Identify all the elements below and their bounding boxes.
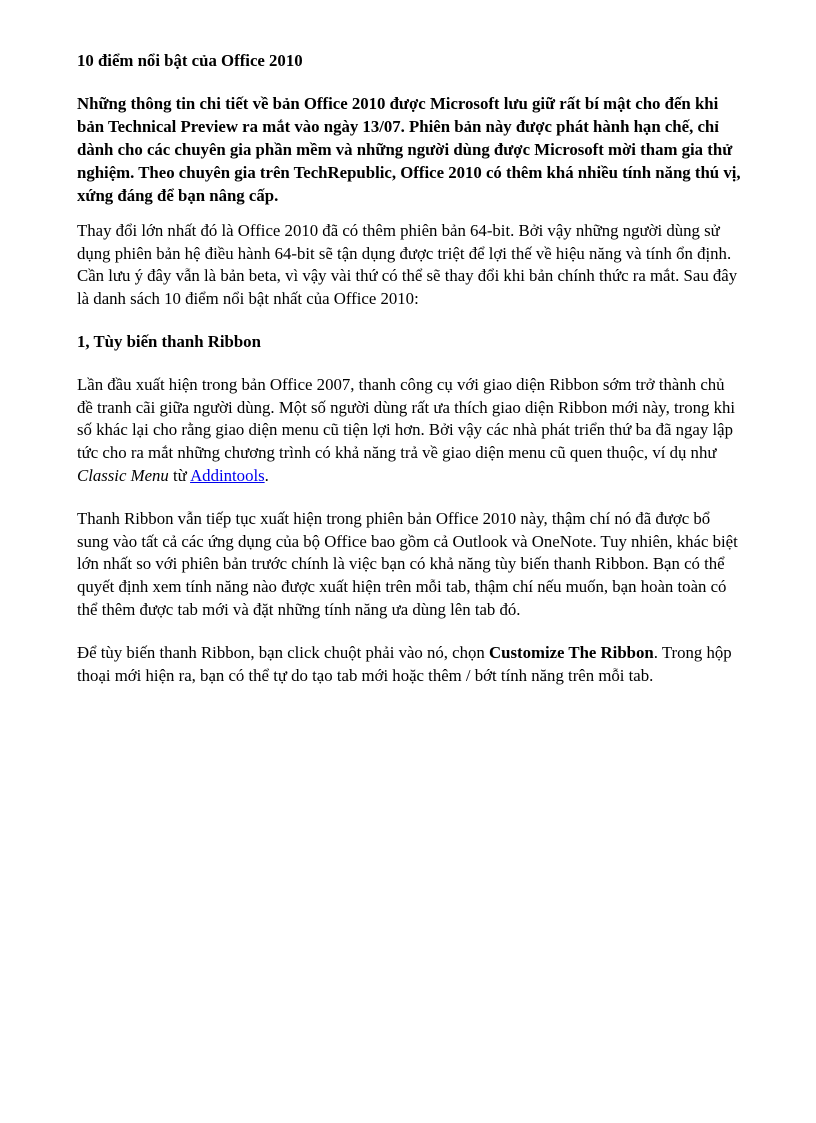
document-page bbox=[77, 50, 742, 707]
paragraph-text: . Trong hộp thoại mới hiện ra, bạn có thể tự do tạo tab mới hoặc thêm / bớt tính năng trên mỗi tab. bbox=[77, 642, 732, 685]
paragraph-text: . bbox=[264, 465, 269, 485]
ribbon-customization-paragraph: Thanh Ribbon vẫn tiếp tục xuất hiện trong phiên bản Office 2010 này, thậm chí nó đã được bổ sung vào tất cả các ứng dụng của bộ Office bao gồm cả Outlook và OneNote. Tuy nhiên, khác biệt lớn nhất so với phiên bản trước chính là việc bạn có khả năng tùy biến thanh Ribbon. Bạn có thể quyết định xem tính năng nào được xuất hiện trên mỗi tab, thậm chí nếu muốn, bạn hoàn toàn có thể thêm được tab mới và đặt những tính năng ưa dùng lên tab đó. bbox=[77, 508, 738, 619]
ribbon-instructions-paragraph bbox=[77, 642, 742, 688]
customize-ribbon-command: Customize The Ribbon bbox=[489, 642, 654, 662]
ribbon-history-paragraph bbox=[77, 374, 742, 488]
paragraph-text: Lần đầu xuất hiện trong bản Office 2007, thanh công cụ với giao diện Ribbon sớm trở thành chủ đề tranh cãi giữa người dùng. Một số người dùng rất ưa thích giao diện Ribbon mới này, trong khi số khác lại cho rằng giao diện menu cũ tiện lợi hơn. Bởi vậy các nhà phát triển thứ ba đã ngay lập tức cho ra mắt những chương trình có khả năng trả về giao diện menu cũ quen thuộc, ví dụ như bbox=[77, 374, 736, 463]
classic-menu-text: Classic Menu bbox=[77, 465, 169, 485]
intro-paragraph: Thay đổi lớn nhất đó là Office 2010 đã có thêm phiên bản 64-bit. Bởi vậy những người dùng sử dụng phiên bản hệ điều hành 64-bit sẽ tận dụng được triệt để lợi thế về hiệu năng và tính ổn định. Cần lưu ý đây vẫn là bản beta, vì vậy vài thứ có thể sẽ thay đổi khi bản chính thức ra mắt. Sau đây là danh sách 10 điểm nổi bật nhất của Office 2010: bbox=[77, 220, 738, 309]
section-heading: 1, Tùy biến thanh Ribbon bbox=[77, 331, 261, 351]
paragraph-text: Để tùy biến thanh Ribbon, bạn click chuột phải vào nó, chọn bbox=[77, 642, 489, 662]
lead-paragraph: Những thông tin chi tiết về bản Office 2010 được Microsoft lưu giữ rất bí mật cho đến khi bản Technical Preview ra mắt vào ngày 13/07. Phiên bản này được phát hành hạn chế, chỉ dành cho các chuyên gia phần mềm và những người dùng được Microsoft mời tham gia thử nghiệm. Theo chuyên gia trên TechRepublic, Office 2010 có thêm khá nhiều tính năng thú vị, xứng đáng để bạn nâng cấp. bbox=[77, 93, 741, 205]
document-title: 10 điểm nổi bật của Office 2010 bbox=[77, 51, 303, 70]
addintools-link[interactable]: Addintools bbox=[190, 465, 265, 485]
paragraph-text: từ bbox=[168, 465, 191, 485]
